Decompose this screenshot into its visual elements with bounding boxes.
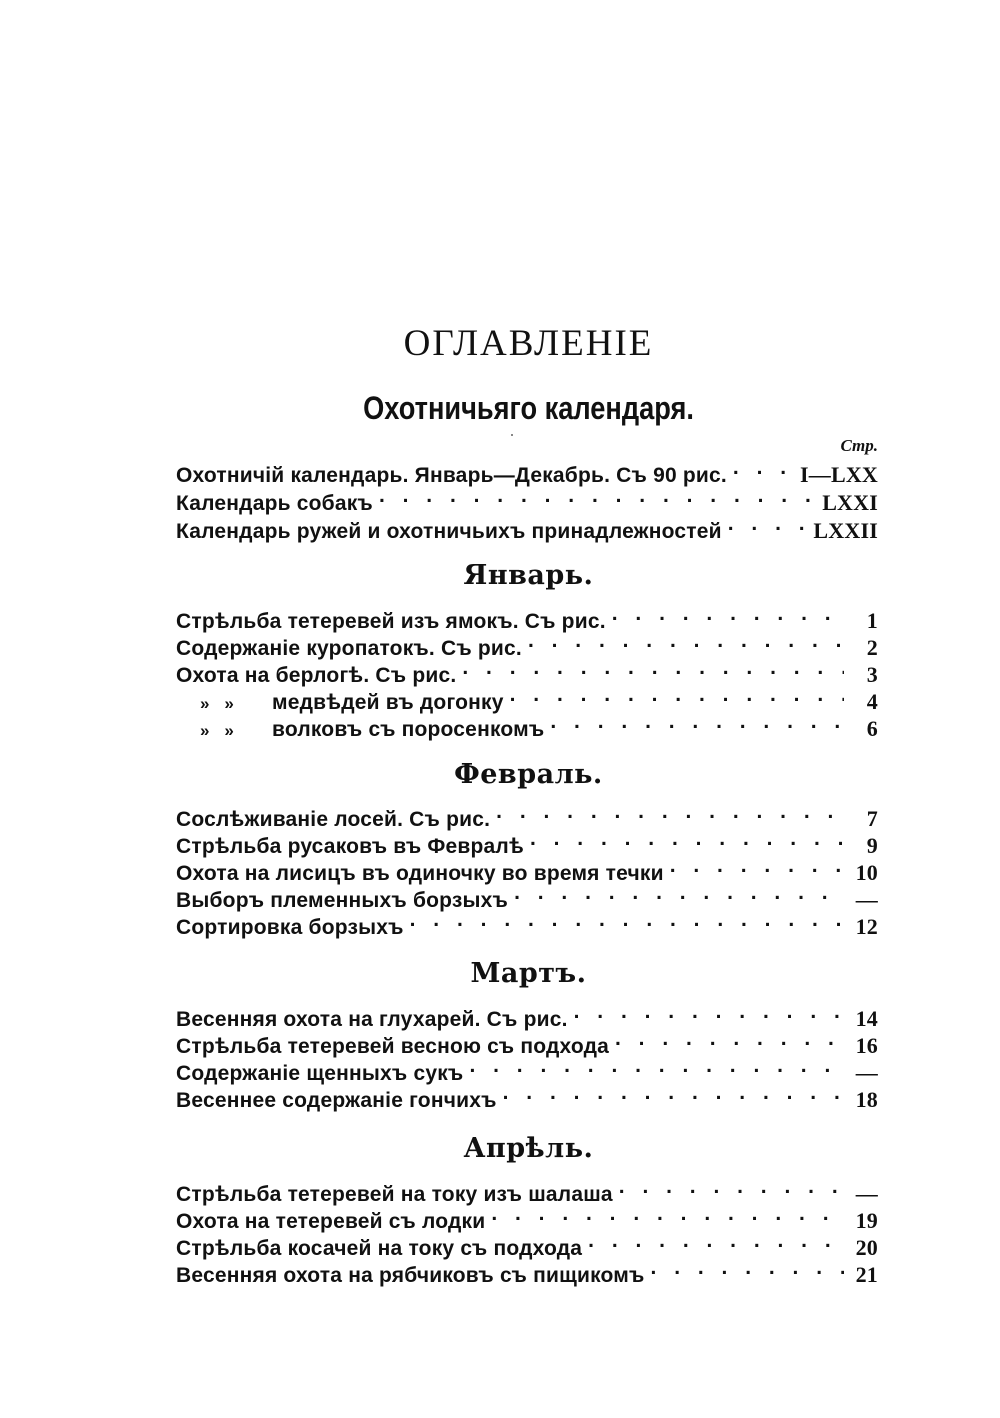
toc-row [176, 1083, 878, 1111]
dot-leader [619, 1177, 844, 1201]
toc-entry-page: 14 [855, 1006, 878, 1031]
dot-leader [491, 1204, 844, 1228]
toc-row [176, 802, 878, 830]
toc-row [176, 1029, 878, 1057]
toc-entry-page: 20 [855, 1235, 878, 1260]
toc-entry-label: Сортировка борзыхъ [176, 916, 404, 939]
toc-entry-label: Охота на берлогѣ. Съ рис. [176, 664, 457, 687]
toc-entry-label: Стрѣльба русаковъ въ Февралѣ [176, 835, 524, 858]
dot-leader [462, 658, 844, 682]
dot-leader [728, 514, 808, 538]
toc-row [176, 910, 878, 938]
page-subtitle: Охотничьяго календаря. [363, 390, 694, 426]
ditto-marks: » » [200, 694, 235, 713]
dot-leader [379, 486, 816, 510]
toc-row [176, 486, 878, 514]
toc-entry-page: I—LXX [799, 462, 878, 487]
dot-leader [612, 604, 844, 628]
toc-entry-label: Выборъ племенныхъ борзыхъ [176, 889, 509, 912]
page-title: ОГЛАВЛЕНІЕ [403, 323, 654, 364]
toc-entry-page: 10 [855, 860, 878, 885]
toc-entry-page: — [855, 1181, 878, 1206]
toc-entry-page: 1 [866, 608, 878, 633]
toc-entry-label: Весеннее содержаніе гончихъ [176, 1089, 497, 1112]
toc-row [176, 1002, 878, 1030]
toc-entry-page: 6 [866, 716, 878, 741]
toc-entry-label: Содержаніе куропатокъ. Съ рис. [176, 637, 522, 660]
toc-row [176, 856, 878, 884]
toc-row [176, 458, 878, 486]
dot-leader [588, 1231, 844, 1255]
dot-leader [550, 712, 844, 736]
toc-entry-label: Сослѣживаніе лосей. Съ рис. [176, 808, 491, 831]
toc-entry-label: Стрѣльба косачей на току съ подхода [176, 1237, 583, 1260]
toc-entry-page: 4 [866, 689, 878, 714]
toc-entry-label: Весенняя охота на глухарей. Съ рис. [176, 1008, 568, 1031]
toc-entry-label: Календарь собакъ [176, 492, 373, 515]
month-heading: Январь. [463, 560, 594, 591]
dot-leader [530, 829, 844, 853]
toc-entry-label: волковъ съ поросенкомъ [272, 718, 545, 741]
toc-row [176, 829, 878, 857]
toc-row [176, 604, 878, 632]
toc-entry-page: 19 [855, 1208, 878, 1233]
toc-entry-page: LXXI [822, 490, 878, 515]
dot-leader [670, 856, 844, 880]
toc-entry-page: 16 [855, 1033, 878, 1058]
dot-leader [469, 1056, 844, 1080]
dot-leader [410, 910, 844, 934]
toc-entry-page: 18 [855, 1087, 878, 1112]
toc-row [176, 514, 878, 542]
toc-entry-page: — [855, 887, 878, 912]
stray-dot-mark [511, 434, 513, 436]
toc-entry-page: 3 [866, 662, 878, 687]
toc-entry-label: Стрѣльба тетеревей весною съ подхода [176, 1035, 610, 1058]
toc-row [176, 1258, 878, 1286]
toc-row [176, 883, 878, 911]
toc-entry-label: Стрѣльба тетеревей на току изъ шалаша [176, 1183, 613, 1206]
toc-entry-page: 7 [866, 806, 878, 831]
toc-entry-label: Календарь ружей и охотничьихъ принадлежностей [176, 520, 722, 543]
toc-entry-label: Стрѣльба тетеревей изъ ямокъ. Съ рис. [176, 610, 606, 633]
dot-leader [503, 1083, 844, 1107]
month-heading: Апрѣль. [463, 1133, 594, 1164]
dot-leader [733, 458, 794, 482]
ditto-marks: » » [200, 721, 235, 740]
toc-row [176, 1177, 878, 1205]
toc-entry-label: медвѣдей въ догонку [272, 691, 504, 714]
toc-row [176, 631, 878, 659]
toc-entry-label: Охота на лисицъ въ одиночку во время течки [176, 862, 664, 885]
dot-leader [510, 685, 844, 709]
toc-entry-page: 21 [855, 1262, 878, 1287]
toc-row [176, 1231, 878, 1259]
dot-leader [615, 1029, 844, 1053]
month-heading: Февраль. [454, 759, 603, 790]
toc-entry-label: Охота на тетеревей съ лодки [176, 1210, 486, 1233]
toc-entry-page: — [855, 1060, 878, 1085]
toc-entry-page: 12 [855, 914, 878, 939]
dot-leader [528, 631, 844, 655]
dot-leader [496, 802, 844, 826]
page-column-label: Стр. [840, 436, 878, 455]
dot-leader [574, 1002, 844, 1026]
toc-entry-page: 9 [866, 833, 878, 858]
toc-row [176, 685, 878, 713]
dot-leader [651, 1258, 844, 1282]
toc-entry-page: LXXII [813, 518, 878, 543]
toc-entry-label: Весенняя охота на рябчиковъ съ пищикомъ [176, 1264, 645, 1287]
toc-entry-label: Охотничій календарь. Январь—Декабрь. Съ 90 рис. [176, 464, 727, 487]
toc-entry-page: 2 [866, 635, 878, 660]
toc-row [176, 1056, 878, 1084]
dot-leader [514, 883, 844, 907]
month-heading: Мартъ. [470, 958, 587, 989]
toc-row [176, 658, 878, 686]
toc-row [176, 712, 878, 740]
toc-entry-label: Содержаніе щенныхъ сукъ [176, 1062, 464, 1085]
toc-row [176, 1204, 878, 1232]
